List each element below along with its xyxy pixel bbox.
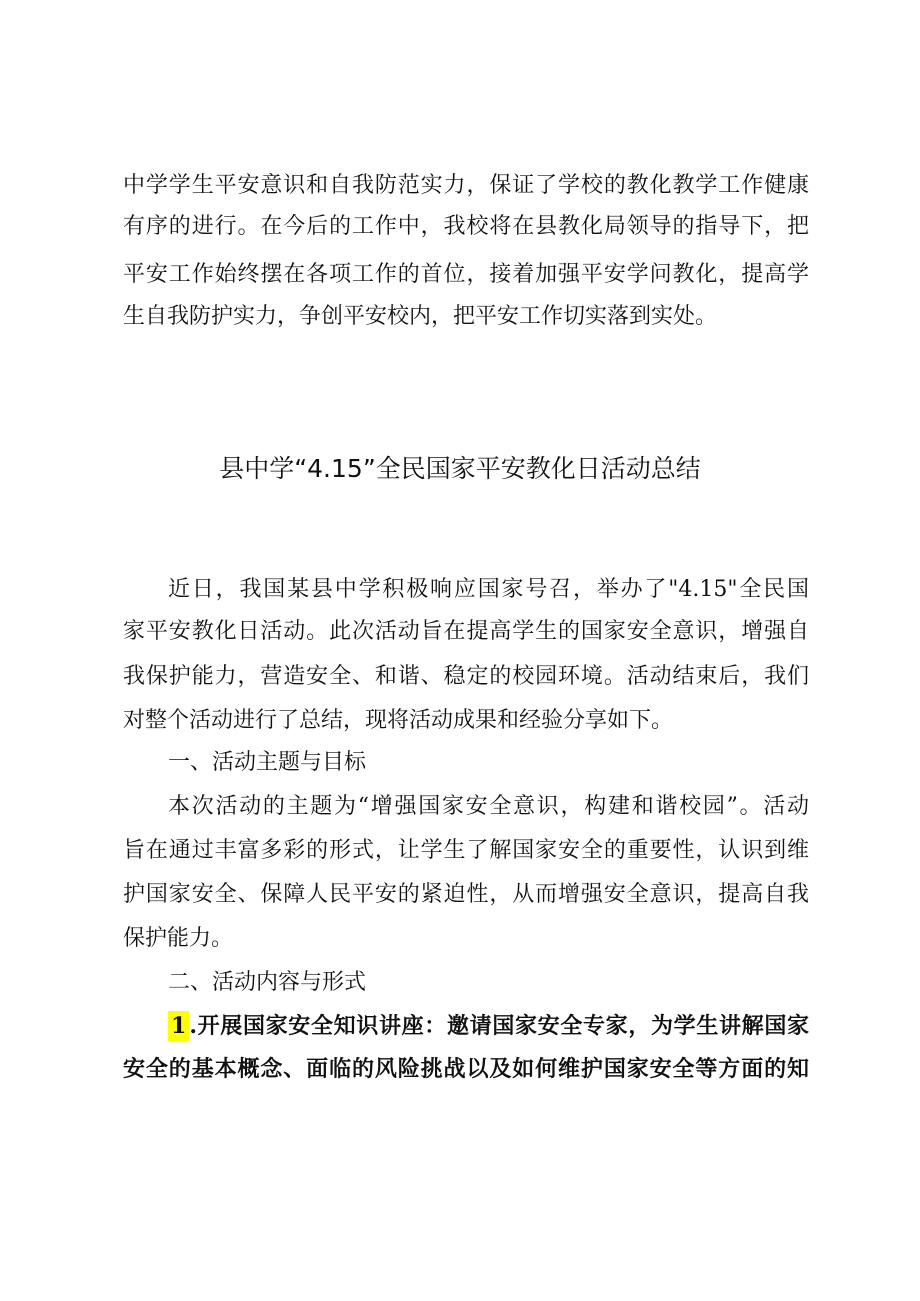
text-line: 旨在通过丰富多彩的形式，让学生了解国家安全的重要性，认识到维	[123, 838, 809, 863]
list-item-line	[168, 1015, 809, 1037]
text-line: 本次活动的主题为“增强国家安全意识，构建和谐校园”。活动	[168, 794, 809, 819]
text-line: 平安工作始终摆在各项工作的首位，接着加强平安学问教化，提高学	[123, 262, 809, 287]
section-heading: 二、活动内容与形式	[168, 970, 367, 995]
document-title: 县中学“4.15”全民国家平安教化日活动总结	[219, 454, 701, 483]
text-line: 对整个活动进行了总结，现将活动成果和经验分享如下。	[123, 708, 674, 733]
text-line: 有序的进行。在今后的工作中，我校将在县教化局领导的指导下，把	[123, 214, 809, 239]
text-line: 护国家安全、保障人民平安的紧迫性，从而增强安全意识，提高自我	[123, 882, 809, 907]
highlighted-number: 1	[168, 1011, 189, 1041]
text-line: 家平安教化日活动。此次活动旨在提高学生的国家安全意识，增强自	[123, 619, 809, 644]
list-item-text: .开展国家安全知识讲座：邀请国家安全专家，为学生讲解国家	[189, 1013, 809, 1039]
text-line: 生自我防护实力，争创平安校内，把平安工作切实落到实处。	[123, 304, 718, 329]
text-line: 保护能力。	[123, 926, 234, 951]
section-heading: 一、活动主题与目标	[168, 750, 367, 775]
text-line: 近日，我国某县中学积极响应国家号召，举办了"4.15"全民国	[168, 577, 809, 602]
list-item-line: 安全的基本概念、面临的风险挑战以及如何维护国家安全等方面的知	[123, 1056, 809, 1082]
text-line: 中学学生平安意识和自我防范实力，保证了学校的教化教学工作健康	[123, 173, 809, 198]
text-line: 我保护能力，营造安全、和谐、稳定的校园环境。活动结束后，我们	[123, 664, 809, 689]
